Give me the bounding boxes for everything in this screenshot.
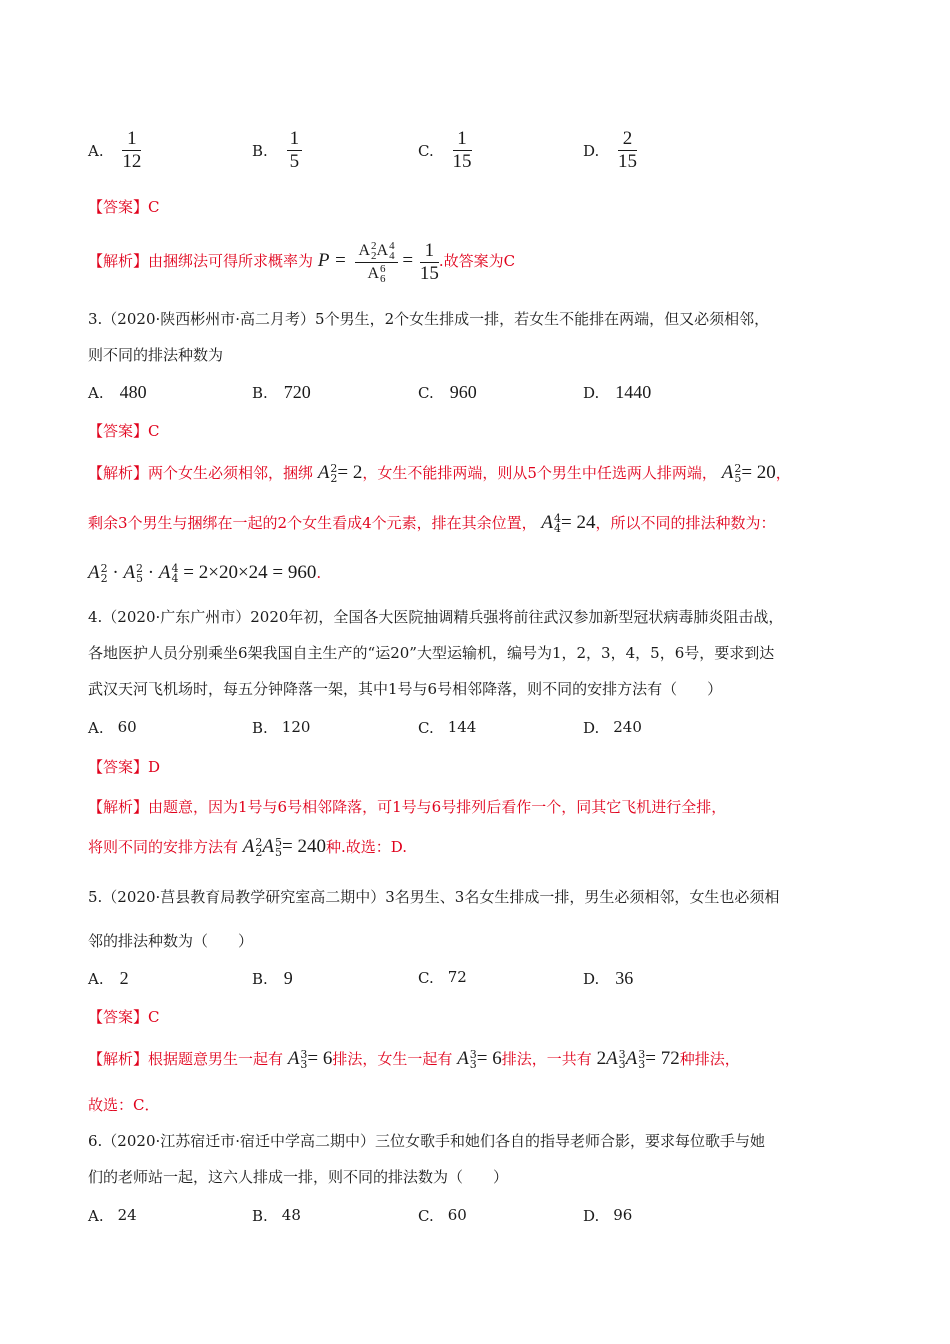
q2-option-b[interactable]: B. $\frac{1}{5}$	[252, 128, 302, 173]
q3-stem-line2: 则不同的排法种数为	[88, 346, 224, 364]
q4-option-b[interactable]: B. 120	[252, 718, 311, 737]
q5-option-d[interactable]: D. 36	[583, 968, 634, 988]
q5-stem-line2: 邻的排法种数为（ ）	[88, 932, 254, 950]
fraction: $\frac{2}{15}$	[618, 128, 638, 172]
q5-option-b[interactable]: B. 9	[252, 968, 293, 988]
q6-option-b[interactable]: B. 48	[252, 1206, 301, 1225]
q3-analysis-line2: 剩余3个男生与捆绑在一起的2个女生看成4个元素，排在其余位置， A 4 4 = 24，所以不同的排法种数为：	[88, 512, 776, 535]
q6-option-a[interactable]: A. 24	[88, 1206, 137, 1225]
q6-option-c[interactable]: C. 60	[418, 1206, 467, 1225]
fraction: $\frac{1}{5}$	[287, 128, 303, 173]
q4-answer: 【答案】D	[88, 758, 161, 776]
probability-fraction	[355, 240, 397, 285]
q5-stem-line1: 5.（2020·莒县教育局教学研究室高二期中）3名男生、3名女生排成一排，男生必须相邻，女生也必须相	[88, 888, 780, 906]
q6-option-d[interactable]: D. 96	[583, 1206, 633, 1225]
q4-stem-line1: 4.（2020·广东广州市）2020年初，全国各大医院抽调精兵强将前往武汉参加新型冠状病毒肺炎阻击战，	[88, 608, 784, 626]
q3-analysis-line1: 【解析】两个女生必须相邻，捆绑 A 2 2 = 2，女生不能排两端，则从5个男生中任选两人排两端， A 2 5 = 20，	[88, 462, 791, 485]
q3-option-d[interactable]: D. 1440	[583, 382, 652, 402]
a66: A 6 6	[367, 262, 386, 285]
q2-answer: 【答案】C	[88, 198, 160, 216]
q3-stem-line1: 3.（2020·陕西彬州市·高二月考）5个男生，2个女生排成一排，若女生不能排在两端，但又必须相邻，	[88, 310, 770, 328]
q4-option-d[interactable]: D. 240	[583, 718, 642, 737]
q5-analysis-line1: 【解析】根据题意男生一起有 A 3 3 = 6排法，女生一起有 A 3 3 = 6排法，一共有 2A 3 3 A 3 3 = 72种排法，	[88, 1048, 740, 1071]
q4-option-c[interactable]: C. 144	[418, 718, 477, 737]
fraction: $\frac{1}{12}$	[122, 128, 142, 172]
q3-answer: 【答案】C	[88, 422, 160, 440]
q2-option-c[interactable]: C. $\frac{1}{15}$	[418, 128, 472, 172]
q6-stem-line1: 6.（2020·江苏宿迁市·宿迁中学高二期中）三位女歌手和她们各自的指导老师合影，要求每位歌手与她	[88, 1132, 766, 1150]
q2-option-a[interactable]: A. $\frac{1}{12}$	[88, 128, 142, 172]
q5-option-c[interactable]: C. 72	[418, 968, 467, 987]
a22a44: A 2 2 A 4 4	[358, 239, 395, 262]
q3-analysis-line3: A 2 2 · A 2 5 · A 4 4 = 2×20×24 = 960.	[88, 562, 322, 585]
q5-option-a[interactable]: A. 2	[88, 968, 129, 988]
q2-option-d[interactable]: D. $\frac{2}{15}$	[583, 128, 638, 172]
q3-option-b[interactable]: B. 720	[252, 382, 311, 402]
q4-stem-line2: 各地医护人员分别乘坐6架我国自主生产的“运20”大型运输机，编号为1，2，3，4，5，6号，要求到达	[88, 644, 775, 662]
q6-stem-line2: 们的老师站一起，这六人排成一排，则不同的排法数为（ ）	[88, 1168, 509, 1186]
q4-option-a[interactable]: A. 60	[88, 718, 137, 737]
q4-analysis-line1: 【解析】由题意，因为1号与6号相邻降落，可1号与6号排列后看作一个，同其它飞机进行全排，	[88, 798, 727, 816]
q2-analysis: 【解析】由捆绑法可得所求概率为 P = A 2 2 A 4 4 A 6 6 = $\frac{1}{15}$ .故答案为C	[88, 239, 516, 285]
q3-option-a[interactable]: A. 480	[88, 382, 147, 402]
q5-analysis-line2: 故选：C．	[88, 1096, 160, 1114]
result-fraction: $\frac{1}{15}$	[419, 239, 439, 284]
q4-analysis-line2: 将则不同的安排方法有 A 2 2 A 5 5 = 240种.故选：D.	[88, 836, 408, 859]
fraction: $\frac{1}{15}$	[452, 128, 472, 172]
q4-stem-line3: 武汉天河飞机场时，每五分钟降落一架，其中1号与6号相邻降落，则不同的安排方法有（ ）	[88, 680, 723, 698]
q5-answer: 【答案】C	[88, 1008, 160, 1026]
q3-option-c[interactable]: C. 960	[418, 382, 477, 402]
